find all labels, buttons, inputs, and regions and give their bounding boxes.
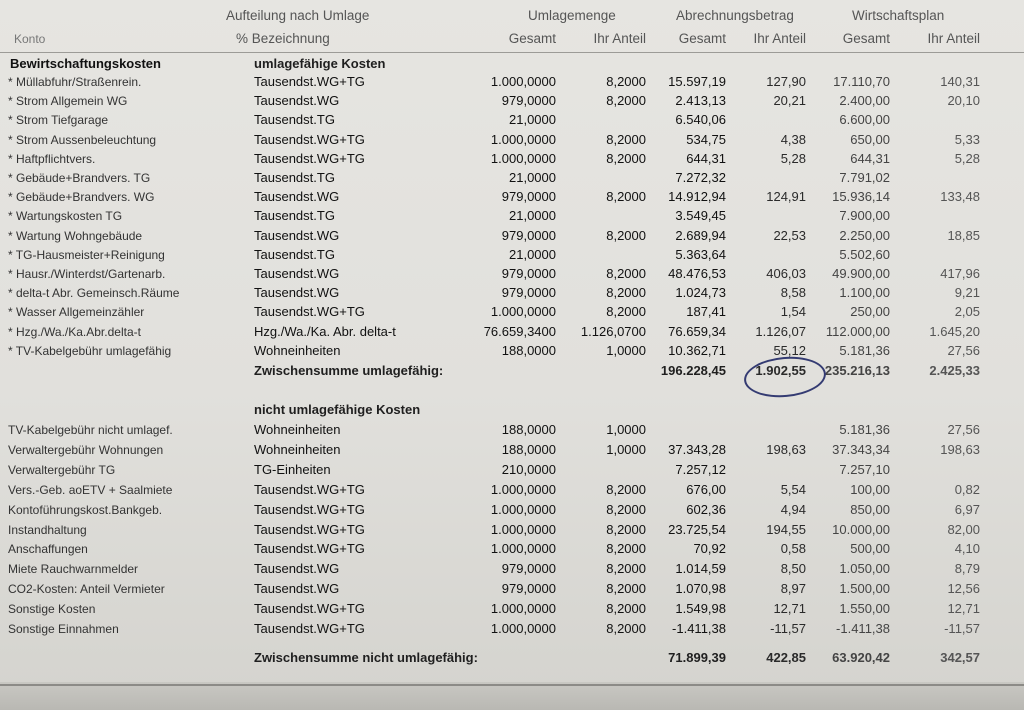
allocation-key: Tausendst.WG+TG: [254, 131, 365, 147]
quantity-total: 1.000,0000: [490, 304, 556, 320]
billing-share: 8,50: [780, 561, 806, 577]
header-konto: Konto: [14, 32, 46, 46]
allocation-key: Tausendst.WG: [254, 581, 340, 597]
quantity-total: 210,0000: [501, 461, 556, 477]
plan-total: 1.050,00: [839, 561, 890, 577]
allocation-key: Wohneinheiten: [254, 422, 341, 437]
quantity-share: 8,2000: [606, 131, 646, 147]
plan-share: 27,56: [947, 422, 980, 437]
table-row: [0, 480, 1024, 500]
table-row: [0, 206, 1024, 226]
quantity-share: 8,2000: [606, 304, 646, 320]
account-name: Instandhaltung: [8, 522, 87, 537]
quantity-total: 21,0000: [509, 170, 556, 185]
section-bewirtschaftungskosten: Bewirtschaftungskosten: [10, 56, 161, 71]
quantity-total: 979,0000: [501, 561, 556, 577]
allocation-key: Tausendst.TG: [254, 208, 335, 224]
page-bottom-shadow: [0, 682, 1024, 710]
account-name: Anschaffungen: [8, 542, 88, 557]
table-row: [0, 302, 1024, 322]
subtotal-umlage-row: [0, 361, 1024, 381]
table-row: [0, 599, 1024, 619]
quantity-total: 979,0000: [501, 581, 556, 597]
table-row: [0, 226, 1024, 246]
table-row: [0, 559, 1024, 579]
billing-share: 8,58: [780, 285, 806, 301]
plan-share: 4,10: [954, 541, 980, 557]
billing-total: 23.725,54: [668, 521, 726, 537]
allocation-key: Tausendst.TG: [254, 246, 335, 262]
quantity-share: 8,2000: [606, 601, 646, 617]
allocation-key: Tausendst.WG+TG: [254, 501, 365, 517]
plan-total: 49.900,00: [832, 266, 890, 281]
billing-total: 7.272,32: [675, 170, 726, 185]
allocation-key: Hzg./Wa./Ka. Abr. delta-t: [254, 323, 396, 339]
billing-total: 5.363,64: [675, 246, 726, 262]
quantity-share: 1,0000: [606, 342, 646, 358]
table-row: [0, 579, 1024, 599]
account-name: * Müllabfuhr/Straßenrein.: [8, 75, 142, 89]
billing-total: 70,92: [693, 541, 726, 557]
header-anteil-menge: Ihr Anteil: [593, 31, 646, 46]
subtotal-nicht-plan: 63.920,42: [832, 650, 890, 665]
billing-share: 5,54: [780, 481, 806, 497]
quantity-total: 1.000,0000: [490, 74, 556, 89]
quantity-total: 1.000,0000: [490, 601, 556, 617]
plan-share: 198,63: [940, 441, 980, 457]
billing-share: -11,57: [770, 621, 806, 636]
account-name: * Strom Aussenbeleuchtung: [8, 132, 157, 147]
table-row: [0, 420, 1024, 440]
billing-share: 1,54: [780, 304, 806, 320]
allocation-key: Tausendst.WG: [254, 285, 340, 301]
billing-share: 5,28: [780, 150, 806, 166]
account-name: CO2-Kosten: Anteil Vermieter: [8, 582, 165, 597]
quantity-share: 8,2000: [606, 285, 646, 301]
plan-share: 5,28: [954, 150, 980, 166]
billing-total: 1.014,59: [675, 561, 726, 577]
quantity-share: 1,0000: [606, 422, 646, 437]
subtotal-nicht-abr: 71.899,39: [668, 650, 726, 665]
subtotal-nicht-plan-anteil: 342,57: [940, 650, 980, 665]
plan-share: 417,96: [940, 266, 980, 281]
allocation-key: Tausendst.WG: [254, 227, 340, 243]
quantity-share: 8,2000: [606, 227, 646, 243]
account-name: * Gebäude+Brandvers. WG: [8, 190, 155, 205]
quantity-total: 1.000,0000: [490, 501, 556, 517]
header-bezeichnung: % Bezeichnung: [236, 31, 330, 46]
plan-total: 850,00: [850, 501, 890, 517]
plan-share: -11,57: [944, 621, 980, 636]
account-name: * delta-t Abr. Gemeinsch.Räume: [8, 286, 180, 301]
plan-total: 1.500,00: [839, 581, 890, 597]
subtotal-umlage-plan: 235.216,13: [824, 363, 890, 378]
subtotal-nicht-row: [0, 648, 1024, 668]
billing-share: 124,91: [766, 189, 806, 205]
subtotal-nicht-abr-anteil: 422,85: [766, 650, 806, 665]
plan-total: 100,00: [850, 481, 890, 497]
table-row: [0, 168, 1024, 188]
plan-total: 5.181,36: [839, 422, 890, 437]
account-name: Miete Rauchwarnmelder: [8, 562, 139, 577]
quantity-total: 979,0000: [501, 266, 556, 281]
quantity-share: 8,2000: [606, 621, 646, 636]
allocation-key: Tausendst.WG+TG: [254, 481, 365, 497]
subtotal-umlage-plan-anteil: 2.425,33: [929, 363, 980, 378]
billing-share: 22,53: [773, 227, 806, 243]
plan-share: 12,56: [947, 581, 980, 597]
account-name: Sonstige Kosten: [8, 602, 96, 617]
billing-total: 187,41: [686, 304, 726, 320]
plan-total: 7.900,00: [839, 208, 890, 224]
plan-total: 500,00: [850, 541, 890, 557]
plan-share: 82,00: [947, 521, 980, 537]
plan-total: 7.791,02: [839, 170, 890, 185]
plan-share: 18,85: [947, 227, 980, 243]
plan-total: 1.100,00: [839, 285, 890, 301]
quantity-total: 1.000,0000: [490, 541, 556, 557]
quantity-share: 8,2000: [606, 541, 646, 557]
quantity-total: 188,0000: [501, 441, 556, 457]
plan-share: 1.645,20: [929, 323, 980, 339]
section-nicht-umlagefaehig: nicht umlagefähige Kosten: [254, 402, 421, 417]
allocation-key: Tausendst.WG+TG: [254, 601, 365, 617]
table-row: [0, 245, 1024, 265]
billing-total: 2.689,94: [675, 227, 726, 243]
account-name: * Hausr./Winterdst/Gartenarb.: [8, 267, 166, 281]
quantity-total: 979,0000: [501, 227, 556, 243]
header-anteil-plan: Ihr Anteil: [927, 31, 980, 46]
quantity-share: 8,2000: [606, 266, 646, 281]
billing-total: 48.476,53: [668, 266, 726, 281]
table-row: [0, 500, 1024, 520]
allocation-key: Tausendst.WG+TG: [254, 541, 365, 557]
header-anteil-abrechnung: Ihr Anteil: [753, 31, 806, 46]
plan-total: 10.000,00: [832, 521, 890, 537]
billing-share: 20,21: [773, 93, 806, 109]
account-name: * Wasser Allgemeinzähler: [8, 305, 145, 320]
billing-total: 3.549,45: [675, 208, 726, 224]
subtotal-umlage-label: Zwischensumme umlagefähig:: [254, 363, 444, 378]
account-name: Sonstige Einnahmen: [8, 622, 119, 636]
allocation-key: Tausendst.WG: [254, 266, 340, 281]
quantity-total: 76.659,3400: [483, 323, 556, 339]
quantity-share: 8,2000: [606, 581, 646, 597]
page-bottom-edge: [0, 684, 1024, 686]
billing-total: 6.540,06: [675, 112, 726, 128]
allocation-key: TG-Einheiten: [254, 461, 331, 477]
account-name: Verwaltergebühr Wohnungen: [8, 442, 164, 457]
billing-share: 127,90: [766, 74, 806, 89]
billing-share: 12,71: [773, 601, 806, 617]
billing-total: 10.362,71: [668, 342, 726, 358]
plan-total: 5.181,36: [839, 342, 890, 358]
allocation-key: Tausendst.WG+TG: [254, 150, 365, 166]
account-name: Vers.-Geb. aoETV + Saalmiete: [8, 482, 173, 497]
subtotal-umlage-abr: 196.228,45: [660, 363, 726, 378]
allocation-key: Tausendst.TG: [254, 170, 335, 185]
allocation-key: Wohneinheiten: [254, 441, 341, 457]
header-gesamt-plan: Gesamt: [842, 31, 890, 46]
plan-share: 9,21: [954, 285, 980, 301]
plan-total: 7.257,10: [839, 461, 890, 477]
account-name: Verwaltergebühr TG: [8, 462, 116, 477]
plan-total: 2.250,00: [839, 227, 890, 243]
allocation-key: Tausendst.WG+TG: [254, 304, 365, 320]
billing-total: 534,75: [686, 131, 726, 147]
table-row: [0, 619, 1024, 639]
section-nicht-heading-row: [0, 400, 1024, 420]
quantity-total: 1.000,0000: [490, 621, 556, 636]
plan-share: 140,31: [940, 74, 980, 89]
billing-total: 7.257,12: [675, 461, 726, 477]
allocation-key: Tausendst.TG: [254, 112, 335, 128]
table-row: [0, 72, 1024, 92]
quantity-share: 8,2000: [606, 481, 646, 497]
billing-total: 602,36: [686, 501, 726, 517]
quantity-total: 979,0000: [501, 189, 556, 205]
header-umlagemenge: Umlagemenge: [528, 8, 616, 23]
header-aufteilung: Aufteilung nach Umlage: [226, 8, 370, 23]
billing-total: 2.413,13: [675, 93, 726, 109]
quantity-share: 8,2000: [606, 189, 646, 205]
account-name: * TV-Kabelgebühr umlagefähig: [8, 343, 172, 358]
account-name: * Strom Allgemein WG: [8, 94, 128, 109]
quantity-total: 1.000,0000: [490, 521, 556, 537]
allocation-key: Tausendst.WG: [254, 189, 340, 205]
billing-share: 198,63: [766, 441, 806, 457]
quantity-share: 8,2000: [606, 150, 646, 166]
quantity-total: 188,0000: [501, 342, 556, 358]
quantity-total: 979,0000: [501, 93, 556, 109]
subtotal-nicht-label: Zwischensumme nicht umlagefähig:: [254, 650, 478, 665]
billing-share: 0,58: [780, 541, 806, 557]
plan-total: 112.000,00: [825, 323, 890, 339]
table-row: [0, 322, 1024, 342]
allocation-key: Tausendst.WG+TG: [254, 621, 365, 636]
quantity-total: 21,0000: [509, 208, 556, 224]
table-row: [0, 460, 1024, 480]
table-row: [0, 149, 1024, 169]
account-name: * Wartungskosten TG: [8, 209, 123, 224]
plan-total: 644,31: [850, 150, 890, 166]
billing-total: 676,00: [686, 481, 726, 497]
quantity-total: 21,0000: [509, 112, 556, 128]
billing-total: -1.411,38: [672, 621, 726, 636]
plan-share: 12,71: [947, 601, 980, 617]
header-gesamt-menge: Gesamt: [508, 31, 556, 46]
plan-total: 1.550,00: [839, 601, 890, 617]
header-wirtschaftsplan: Wirtschaftsplan: [852, 8, 945, 23]
account-name: * Haftpflichtvers.: [8, 151, 96, 166]
plan-share: 20,10: [947, 93, 980, 109]
quantity-share: 8,2000: [606, 521, 646, 537]
table-row: [0, 440, 1024, 460]
quantity-share: 8,2000: [606, 501, 646, 517]
header-rule: [0, 52, 1024, 53]
account-name: * Hzg./Wa./Ka.Abr.delta-t: [8, 324, 141, 339]
billing-total: 1.549,98: [675, 601, 726, 617]
plan-total: 37.343,34: [832, 441, 890, 457]
billing-total: 1.070,98: [675, 581, 726, 597]
plan-total: 5.502,60: [839, 246, 890, 262]
plan-share: 27,56: [947, 342, 980, 358]
quantity-share: 8,2000: [606, 74, 646, 89]
allocation-key: Tausendst.WG: [254, 561, 340, 577]
allocation-key: Wohneinheiten: [254, 342, 341, 358]
quantity-total: 1.000,0000: [490, 481, 556, 497]
account-name: * TG-Hausmeister+Reinigung: [8, 247, 165, 262]
plan-share: 2,05: [954, 304, 980, 320]
header-top-row: [0, 6, 1024, 26]
table-row: [0, 520, 1024, 540]
plan-share: 6,97: [954, 501, 980, 517]
billing-total: 14.912,94: [668, 189, 726, 205]
quantity-total: 1.000,0000: [490, 150, 556, 166]
header-abrechnungsbetrag: Abrechnungsbetrag: [676, 8, 794, 23]
table-row: [0, 130, 1024, 150]
billing-share: 55,12: [773, 342, 806, 358]
billing-total: 37.343,28: [668, 441, 726, 457]
quantity-total: 979,0000: [501, 285, 556, 301]
quantity-total: 1.000,0000: [490, 131, 556, 147]
plan-share: 133,48: [940, 189, 980, 205]
plan-share: 8,79: [954, 561, 980, 577]
plan-total: 6.600,00: [839, 112, 890, 128]
billing-total: 15.597,19: [668, 74, 726, 89]
quantity-total: 21,0000: [509, 246, 556, 262]
header-sub-row: [0, 29, 1024, 49]
table-row: [0, 110, 1024, 130]
quantity-share: 8,2000: [606, 561, 646, 577]
quantity-share: 8,2000: [606, 93, 646, 109]
table-row: [0, 283, 1024, 303]
account-name: * Gebäude+Brandvers. TG: [8, 171, 151, 185]
allocation-key: Tausendst.WG: [254, 93, 340, 109]
plan-total: 650,00: [850, 131, 890, 147]
billing-total: 76.659,34: [668, 323, 726, 339]
billing-total: 644,31: [686, 150, 726, 166]
table-row: [0, 264, 1024, 284]
billing-share: 1.126,07: [755, 323, 806, 339]
plan-total: 15.936,14: [832, 189, 890, 205]
table-row: [0, 91, 1024, 111]
billing-share: 194,55: [766, 521, 806, 537]
account-name: Kontoführungskost.Bankgeb.: [8, 502, 163, 517]
billing-total: 1.024,73: [675, 285, 726, 301]
plan-share: 0,82: [954, 481, 980, 497]
allocation-key: Tausendst.WG+TG: [254, 521, 365, 537]
section-heading-row: [0, 54, 1024, 74]
header-gesamt-abrechnung: Gesamt: [678, 31, 726, 46]
section-umlagefaehig: umlagefähige Kosten: [254, 56, 386, 71]
table-row: [0, 341, 1024, 361]
plan-total: 250,00: [850, 304, 890, 320]
quantity-share: 1,0000: [606, 441, 646, 457]
account-name: * Strom Tiefgarage: [8, 113, 109, 128]
table-row: [0, 539, 1024, 559]
plan-total: -1.411,38: [836, 621, 890, 636]
quantity-share: 1.126,0700: [580, 323, 646, 339]
billing-share: 4,94: [780, 501, 806, 517]
allocation-key: Tausendst.WG+TG: [254, 74, 365, 89]
account-name: TV-Kabelgebühr nicht umlagef.: [8, 423, 173, 437]
subtotal-umlage-abr-anteil: 1.902,55: [755, 363, 806, 378]
plan-total: 17.110,70: [833, 74, 890, 89]
billing-share: 8,97: [780, 581, 806, 597]
plan-total: 2.400,00: [839, 93, 890, 109]
plan-share: 5,33: [954, 131, 980, 147]
billing-share: 406,03: [766, 266, 806, 281]
billing-share: 4,38: [780, 131, 806, 147]
table-row: [0, 187, 1024, 207]
quantity-total: 188,0000: [501, 422, 556, 437]
account-name: * Wartung Wohngebäude: [8, 228, 143, 243]
